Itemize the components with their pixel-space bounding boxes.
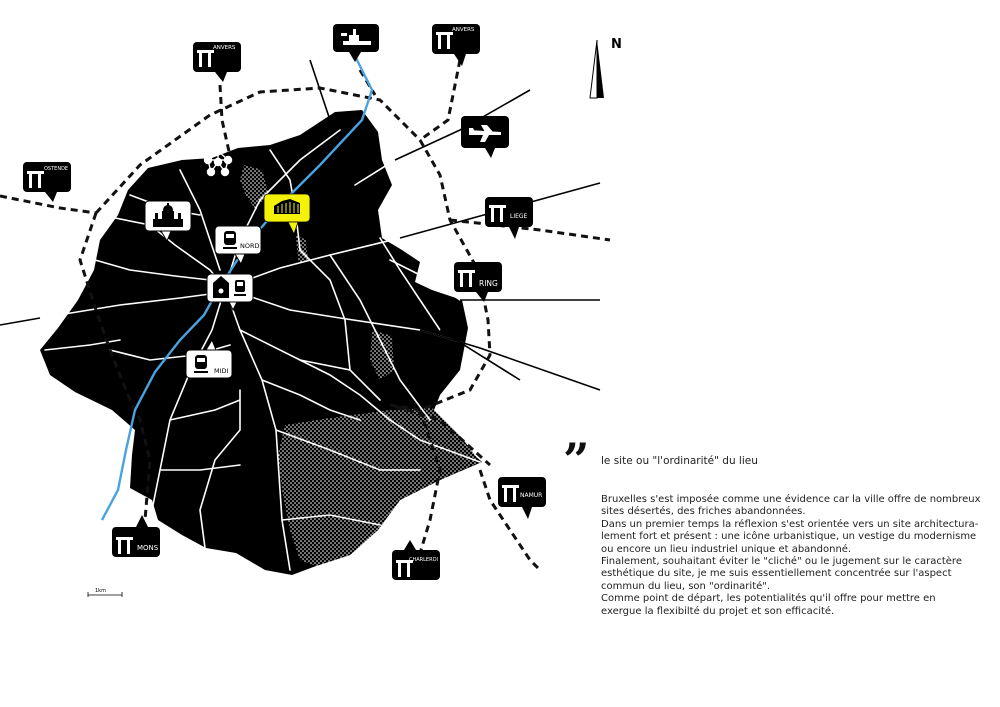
highway-pin-charleroi[interactable]	[392, 540, 440, 580]
quote-mark: ”	[563, 433, 590, 487]
description-line: sites désertés, des friches abandonnées.	[601, 506, 806, 518]
scale-bar	[88, 588, 122, 597]
park-area-south	[278, 408, 480, 566]
description-line: Comme point de départ, les potentialités qu'il offre pour mettre en	[601, 593, 936, 605]
description-line: exergue la flexibilté du projet et son efficacité.	[601, 605, 835, 617]
highway-label: LIEGE	[510, 213, 528, 220]
description-text	[601, 494, 991, 618]
highway-label: CHARLEROI	[409, 557, 438, 563]
highway-pin-anvers-east[interactable]	[432, 24, 480, 66]
port-pin[interactable]	[333, 24, 379, 62]
description-line: Dans un premier temps la réflexion s'est orientée vers un site architectura-	[601, 518, 979, 530]
north-arrow-icon	[590, 37, 622, 98]
highway-label: MONS	[137, 544, 159, 552]
highway-label: ANVERS	[452, 27, 475, 33]
highway-label: RING	[479, 279, 498, 288]
highway-label: ANVERS	[213, 45, 236, 51]
description-line: lement fort et présent : une icône urbanistique, un vestige du modernisme	[601, 531, 977, 543]
highway-pin-mons[interactable]	[112, 515, 160, 557]
highway-label: NAMUR	[520, 492, 543, 499]
highway-pin-ostende[interactable]	[23, 162, 71, 202]
highway-label: OSTENDE	[44, 166, 69, 172]
station-label: NORD	[240, 242, 260, 250]
description-line: Bruxelles s'est imposée comme une évidence car la ville offre de nombreux	[601, 494, 981, 505]
station-label: MIDI	[214, 367, 229, 375]
quote-title: le site ou "l'ordinarité" du lieu	[601, 455, 758, 467]
highway-pin-namur[interactable]	[498, 477, 546, 519]
scale-label: 1km	[95, 588, 106, 594]
north-label: N	[611, 37, 622, 52]
description-line: Finalement, souhaitant éviter le "cliché" ou le jugement sur le caractère	[601, 556, 962, 568]
highway-pin-ring[interactable]	[454, 262, 502, 302]
description-line: ou encore un lieu industriel unique et abandonné.	[601, 543, 852, 555]
airport-pin[interactable]	[461, 116, 509, 158]
description-line: esthétique du site, je me suis essentiellement concentrée sur l'aspect	[601, 568, 952, 580]
description-line: commun du lieu, son "ordinarité".	[601, 580, 771, 592]
highway-pin-anvers-west[interactable]	[193, 42, 241, 82]
highway-pin-liege[interactable]	[485, 197, 533, 239]
